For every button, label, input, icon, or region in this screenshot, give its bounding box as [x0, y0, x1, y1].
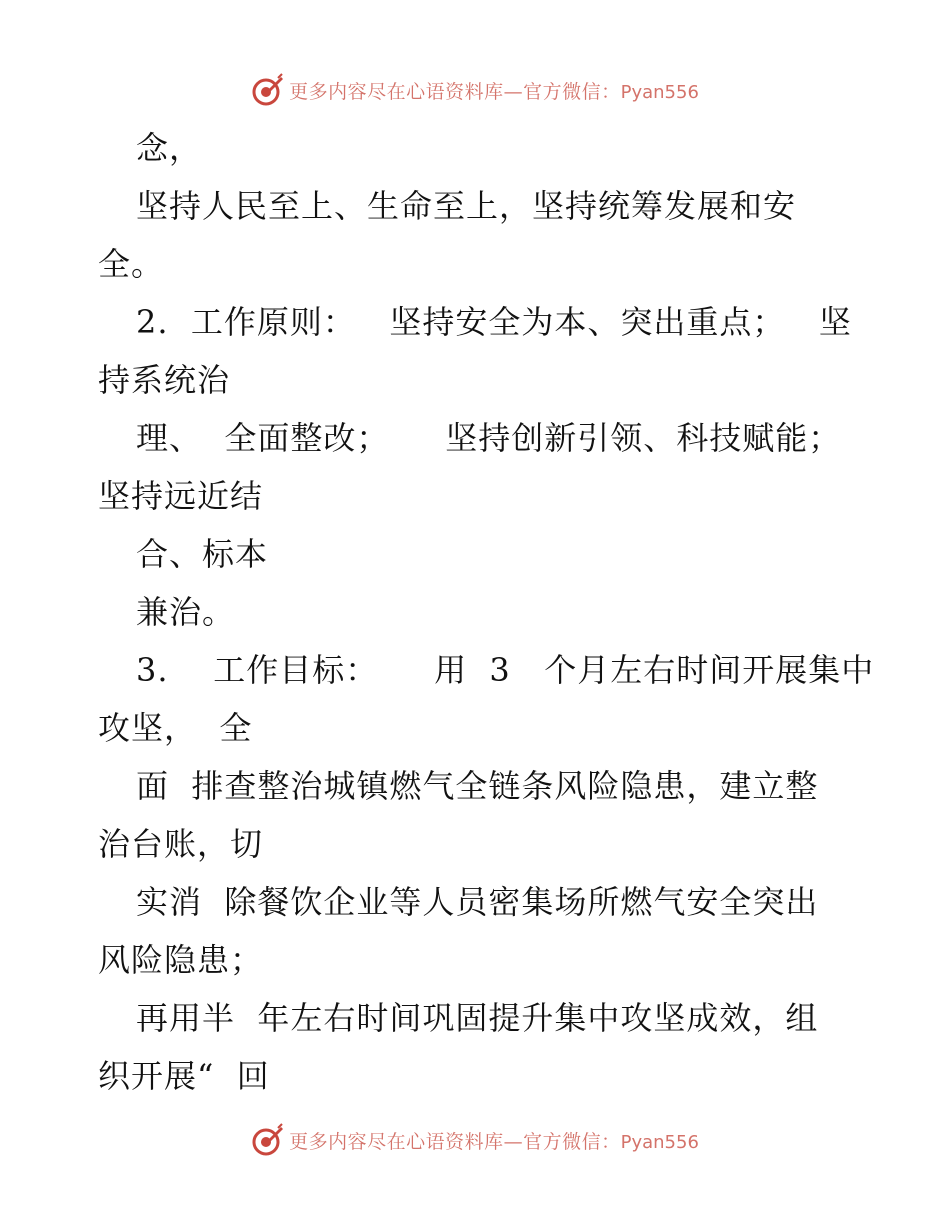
- text-line: 攻坚， 全: [98, 709, 253, 747]
- text-line: 坚持远近结: [98, 477, 264, 515]
- text-line: 兼治。: [136, 593, 236, 631]
- text-line: 织开展“ 回: [98, 1057, 270, 1095]
- text-line: 风险隐患；: [98, 941, 264, 979]
- watermark-wechat-id: Pyan556: [620, 1131, 699, 1153]
- text-line: 持系统治: [98, 361, 231, 399]
- text-line: 面 排查整治城镇燃气全链条风险隐患，建立整: [136, 767, 819, 805]
- text-line: 理、 全面整改； 坚持创新引领、科技赋能；: [136, 419, 842, 457]
- text-line: 全。: [98, 245, 165, 283]
- text-line: 实消 除餐饮企业等人员密集场所燃气安全突出: [136, 883, 819, 921]
- footer-watermark: [0, 1120, 950, 1160]
- text-line: 念，: [136, 129, 203, 167]
- watermark-text-cn: 更多内容尽在心语资料库—官方微信：: [289, 80, 621, 103]
- text-line: 2. 工作原则： 坚持安全为本、突出重点； 坚: [136, 303, 852, 341]
- text-line: 3. 工作目标： 用 3 个月左右时间开展集中: [136, 651, 875, 689]
- text-line: 坚持人民至上、生命至上，坚持统筹发展和安: [136, 187, 797, 225]
- text-line: 治台账，切: [98, 825, 264, 863]
- watermark-wechat-id: Pyan556: [620, 81, 699, 103]
- pen-logo-icon: [251, 1123, 285, 1157]
- text-line: 合、标本: [136, 535, 269, 573]
- watermark-text: [289, 1127, 699, 1154]
- text-line: 再用半 年左右时间巩固提升集中攻坚成效，组: [136, 999, 819, 1037]
- watermark-text-cn: 更多内容尽在心语资料库—官方微信：: [289, 1130, 621, 1153]
